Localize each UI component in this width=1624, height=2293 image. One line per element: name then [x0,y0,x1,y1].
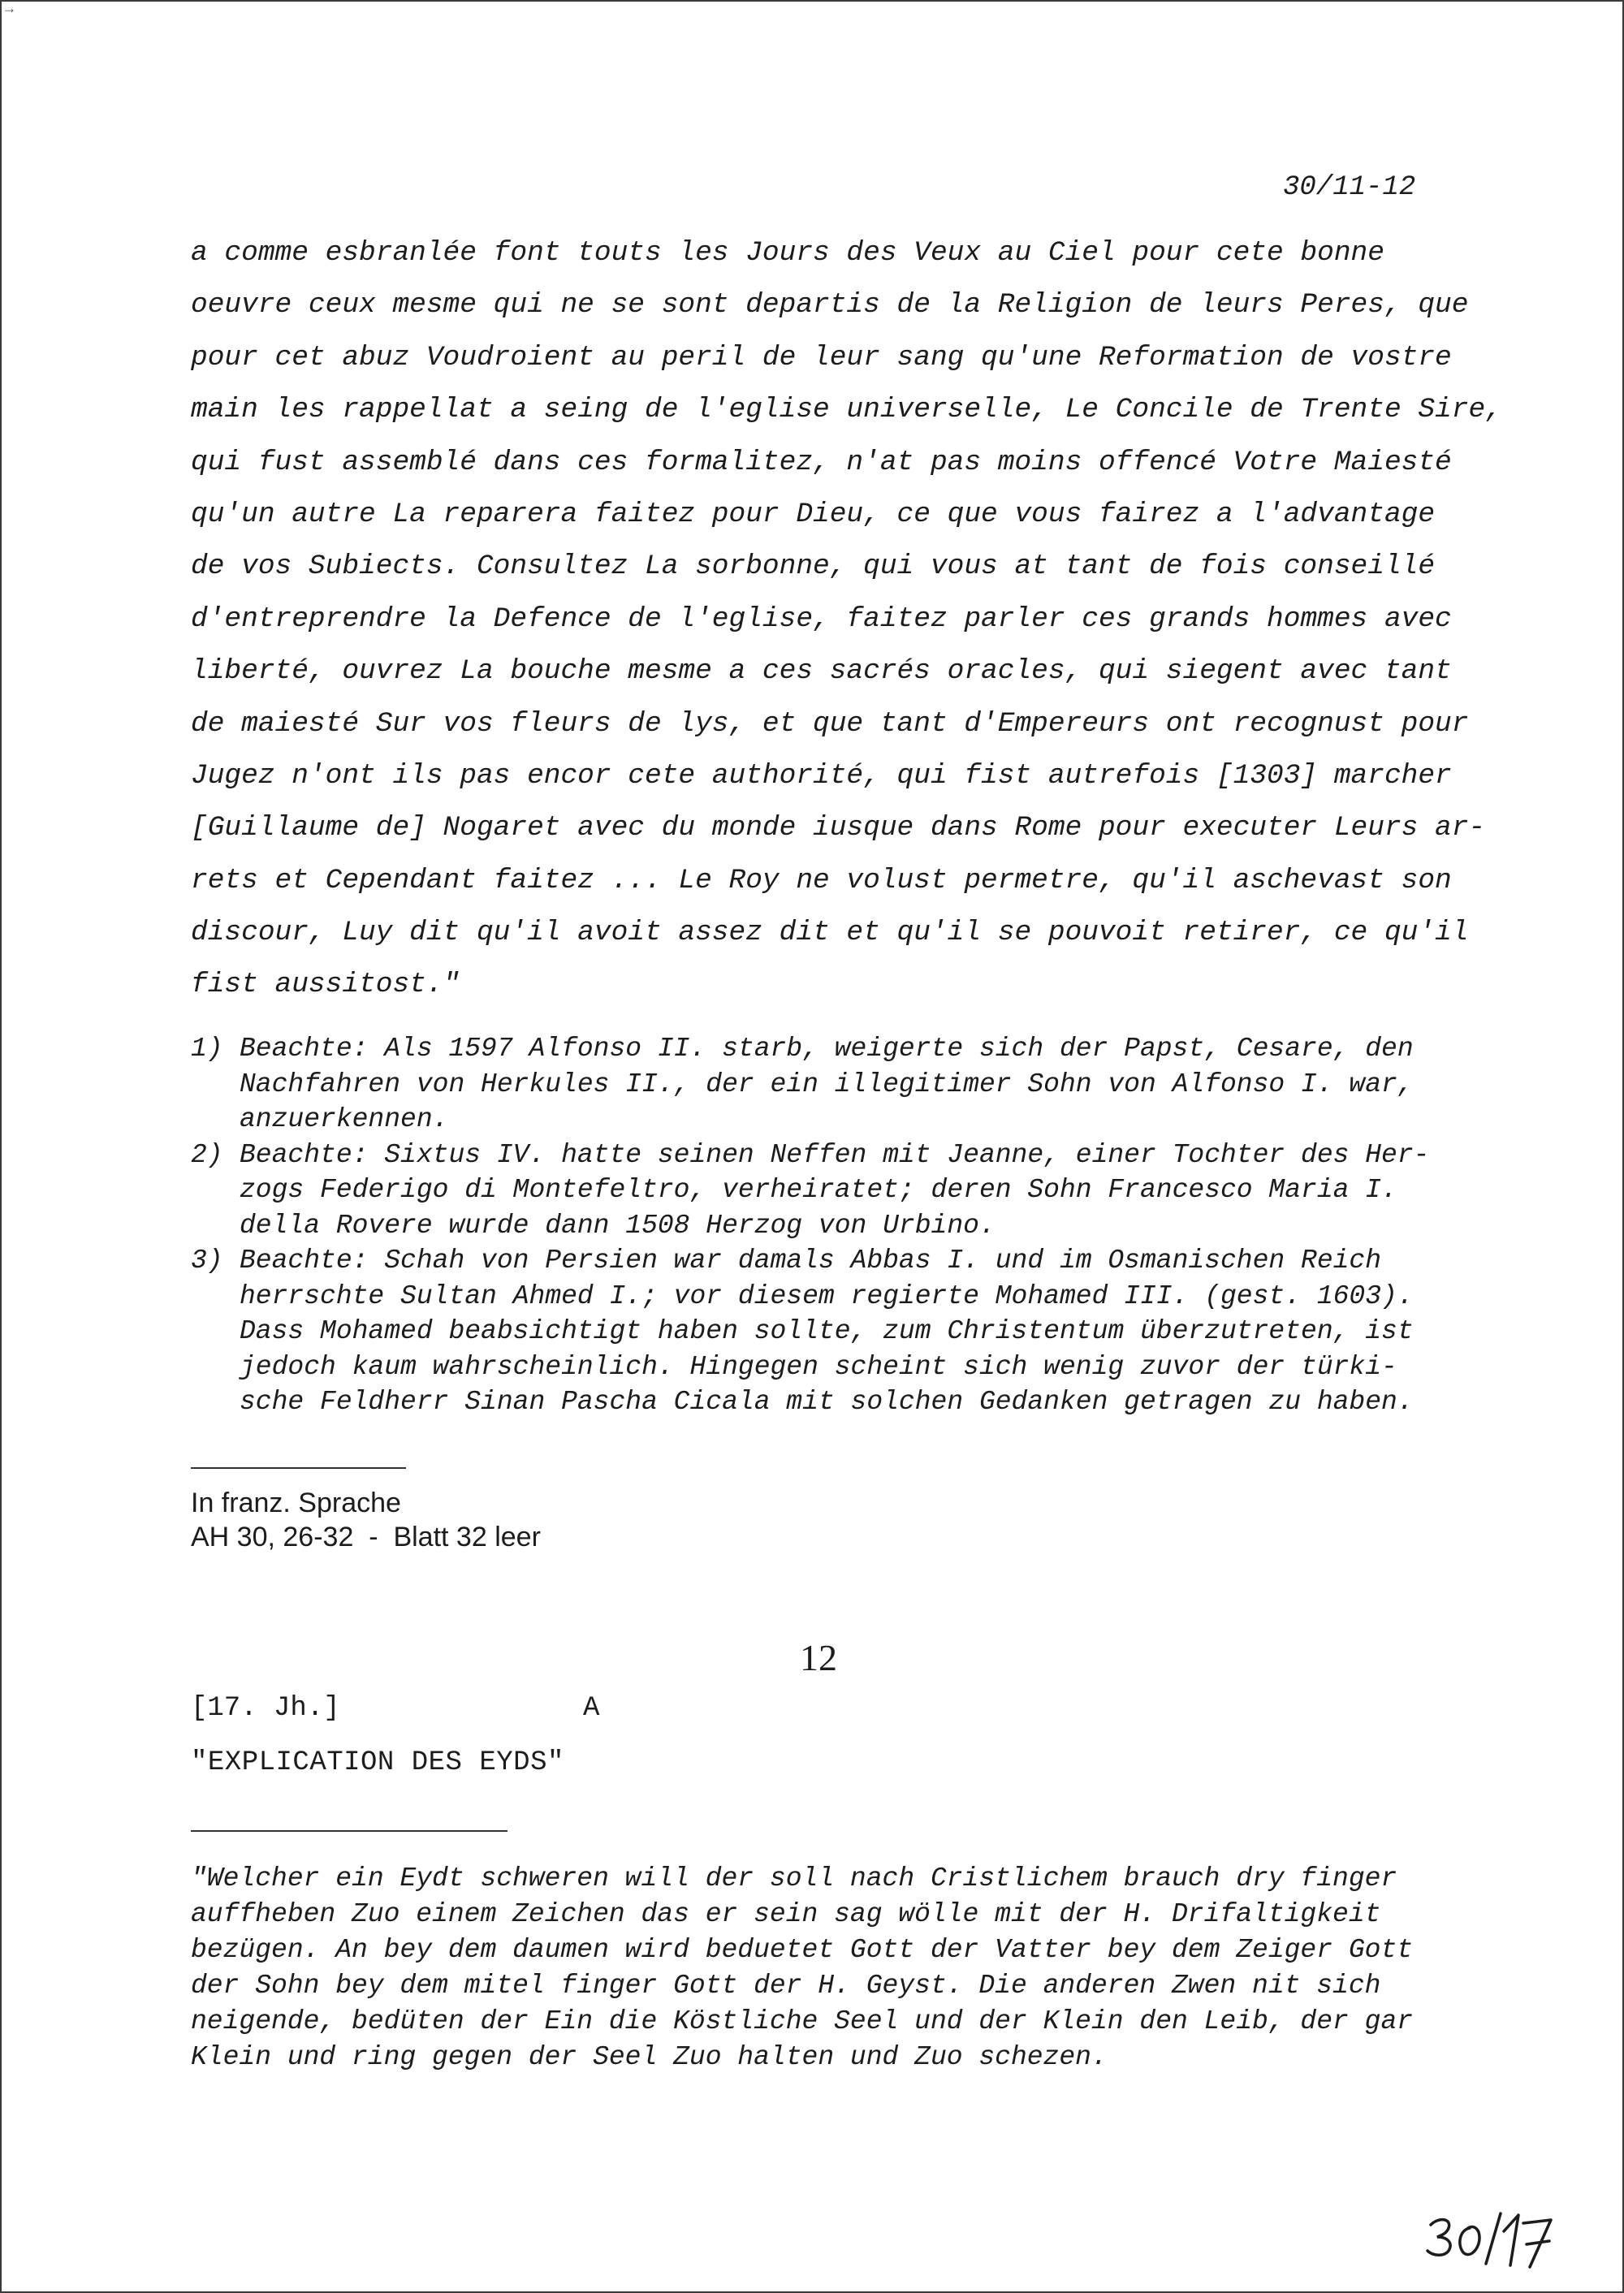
text-line: Jugez n'ont ils pas encor cete authorité, qui fist autrefois [1303] marcher [191,759,1452,792]
quote-line: Klein und ring gegen der Seel Zuo halten und Zuo schezen. [191,2042,1108,2072]
quote-line: neigende, bedüten der Ein die Köstliche Seel und der Klein den Leib, der gar [191,2006,1414,2036]
text-line: rets et Cependant faitez ... Le Roy ne volust permetre, qu'il aschevast son [191,864,1452,896]
text-line: liberté, ouvrez La bouche mesme a ces sacrés oracles, qui siegent avec tant [191,655,1452,688]
footnote [191,1031,1458,1138]
text-line: oeuvre ceux mesme qui ne se sont departis de la Religion de leurs Peres, que [191,289,1469,322]
document-date: [17. Jh.] [191,1693,340,1724]
corner-mark: → [5,2,14,18]
source-note [191,1486,541,1554]
text-line: de maiesté Sur vos fleurs de lys, et que tant d'Empereurs ont recognust pour [191,707,1469,740]
divider-rule [191,1467,406,1469]
footnote-text [240,1138,1458,1244]
footnote-line: Beachte: Schah von Persien war damals Abbas I. und im Osmanischen Reich [240,1246,1382,1276]
text-line: qu'un autre La reparera faitez pour Dieu, ce que vous fairez a l'advantage [191,498,1436,530]
footnote-text [240,1243,1458,1420]
footnote-line: anzuerkennen. [240,1104,449,1134]
footnote-line: Beachte: Sixtus IV. hatte seinen Neffen mit Jeanne, einer Tochter des Her- [240,1139,1430,1170]
text-line: qui fust assemblé dans ces formalitez, n'at pas moins offencé Votre Maiesté [191,446,1452,478]
text-line: d'entreprendre la Defence de l'eglise, faitez parler ces grands hommes avec [191,602,1452,635]
text-line: discour, Luy dit qu'il avoit assez dit et qu'il se pouvoit retirer, ce qu'il [191,917,1469,949]
source-line: AH 30, 26-32 - Blatt 32 leer [191,1522,541,1552]
footnote-number: 3) [191,1246,223,1276]
footnote-number: 2) [191,1139,223,1170]
doc-reference: 30/11-12 [1283,172,1416,203]
quote-paragraph [191,1861,1458,2075]
quote-line: "Welcher ein Eydt schweren will der soll nach Cristlichem brauch dry finger [191,1863,1397,1894]
footnote-line: Beachte: Als 1597 Alfonso II. starb, weigerte sich der Papst, Cesare, den [240,1034,1414,1064]
footnote-line: zogs Federigo di Montefeltro, verheiratet; deren Sohn Francesco Maria I. [240,1175,1397,1205]
text-line: a comme esbranlée font touts les Jours des Veux au Ciel pour cete bonne [191,237,1384,269]
quote-line: auffheben Zuo einem Zeichen das er sein sag wölle mit der H. Drifaltigkeit [191,1899,1381,1929]
footnote-line: jedoch kaum wahrscheinlich. Hingegen scheint sich wenig zuvor der türki- [240,1351,1397,1382]
text-line: de vos Subiects. Consultez La sorbonne, qui vous at tant de fois conseillé [191,551,1436,583]
footnote [191,1243,1458,1420]
footnote-line: Nachfahren von Herkules II., der ein illegitimer Sohn von Alfonso I. war, [240,1069,1414,1099]
document-title: "EXPLICATION DES EYDS" [191,1747,564,1778]
quote-line: der Sohn bey dem mitel finger Gott der H. Geyst. Die anderen Zwen nit sich [191,1971,1381,2001]
quote-line: bezügen. An bey dem daumen wird beduetet Gott der Vatter bey dem Zeiger Gott [191,1935,1414,1965]
footnote-line: herrschte Sultan Ahmed I.; vor diesem regierte Mohamed III. (gest. 1603). [240,1280,1414,1311]
source-line: In franz. Sprache [191,1488,401,1518]
footnotes [191,1031,1458,1420]
text-line: main les rappellat a seing de l'eglise universelle, Le Concile de Trente Sire, [191,394,1502,426]
footnote [191,1138,1458,1244]
main-paragraph [191,227,1502,1012]
document-number: 12 [800,1637,837,1678]
divider-rule [191,1830,508,1832]
text-line: pour cet abuz Voudroient au peril de leur sang qu'une Reformation de vostre [191,341,1452,374]
footnote-line: della Rovere wurde dann 1508 Herzog von Urbino. [240,1210,996,1241]
footnote-line: Dass Mohamed beabsichtigt haben sollte, zum Christentum überzutreten, ist [240,1316,1414,1346]
footnote-line: sche Feldherr Sinan Pascha Cicala mit solchen Gedanken getragen zu haben. [240,1387,1414,1417]
footnote-number: 1) [191,1034,223,1064]
text-line: [Guillaume de] Nogaret avec du monde iusque dans Rome pour executer Leurs ar- [191,812,1486,844]
document-letter: A [583,1693,600,1724]
text-line: fist aussitost." [191,969,460,1001]
handwritten-page-number [1419,2192,1582,2274]
footnote-text [240,1031,1458,1138]
